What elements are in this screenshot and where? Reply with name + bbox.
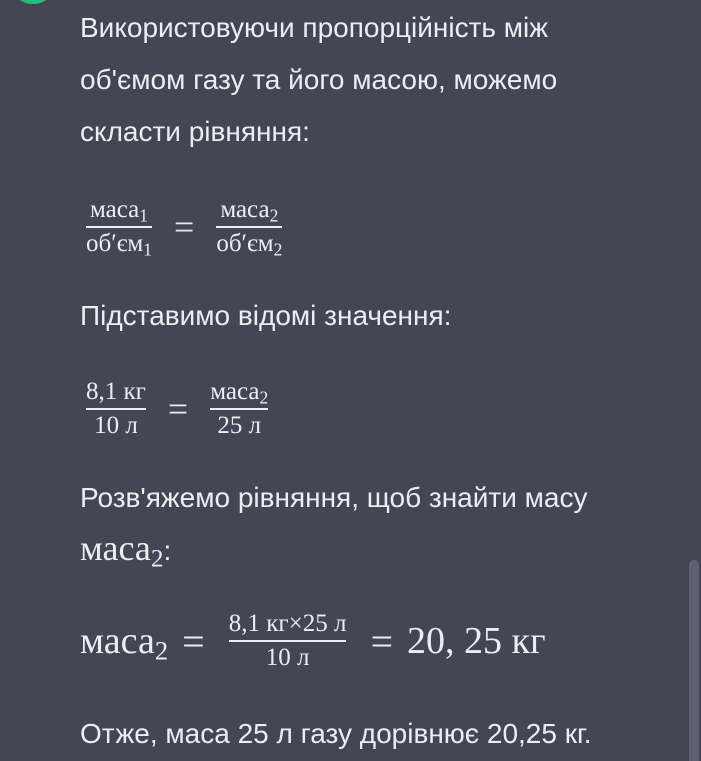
intro-line-1: Використовуючи пропорційність між <box>80 12 548 43</box>
assistant-avatar <box>16 0 50 4</box>
solve-text-line-2 <box>80 522 171 577</box>
fraction-denominator: 25 л <box>217 412 262 439</box>
fraction-bar <box>229 640 347 642</box>
subscript: 1 <box>143 239 152 260</box>
fraction-numerator: маса <box>210 378 260 405</box>
fraction-numerator: маса <box>220 196 270 223</box>
fraction-denominator: 10 л <box>94 412 138 439</box>
equals-sign: = <box>370 618 394 664</box>
fraction-right <box>206 378 272 440</box>
colon: : <box>163 535 172 566</box>
intro-line-3: скласти рівняння: <box>80 116 310 147</box>
fraction-bar <box>86 408 146 410</box>
fraction-denominator: об′єм <box>86 230 144 257</box>
fraction-right <box>212 196 286 258</box>
equation-proportion <box>82 196 286 258</box>
solve-text: Розв'яжемо рівняння, щоб знайти масу <box>80 482 588 513</box>
fraction-left <box>82 196 156 258</box>
fraction-bar <box>86 226 152 228</box>
fraction-denominator: об′єм <box>216 230 274 257</box>
solution-result: 20, 25 кг <box>407 620 546 662</box>
inline-variable: маса <box>80 528 151 568</box>
equals-sign: = <box>174 207 195 247</box>
subscript: 1 <box>139 205 148 226</box>
fraction-denominator: 10 л <box>265 644 310 671</box>
equation-solution <box>80 610 546 672</box>
equation-substituted <box>82 378 272 440</box>
subscript: 2 <box>259 387 269 408</box>
solution-lhs: маса <box>80 620 155 662</box>
fraction-numerator: 8,1 кг <box>86 378 146 405</box>
fraction-bar <box>210 408 268 410</box>
equals-sign: = <box>182 618 205 664</box>
equals-sign: = <box>167 389 189 429</box>
subscript: 2 <box>154 635 169 666</box>
subscript: 2 <box>150 545 164 573</box>
fraction-numerator: маса <box>90 196 140 223</box>
substitute-text: Підставимо відомі значення: <box>80 300 452 331</box>
fraction-bar <box>216 226 282 228</box>
subscript: 2 <box>273 239 283 260</box>
conclusion-text: Отже, маса 25 л газу дорівнює 20,25 кг. <box>80 718 592 749</box>
fraction-numerator: 8,1 кг×25 л <box>228 610 347 637</box>
intro-line-2: об'ємом газу та його масою, можемо <box>80 64 558 95</box>
fraction-left <box>82 378 150 440</box>
solution-fraction <box>225 610 351 672</box>
subscript: 2 <box>269 205 279 226</box>
scrollbar-thumb[interactable] <box>689 560 699 761</box>
